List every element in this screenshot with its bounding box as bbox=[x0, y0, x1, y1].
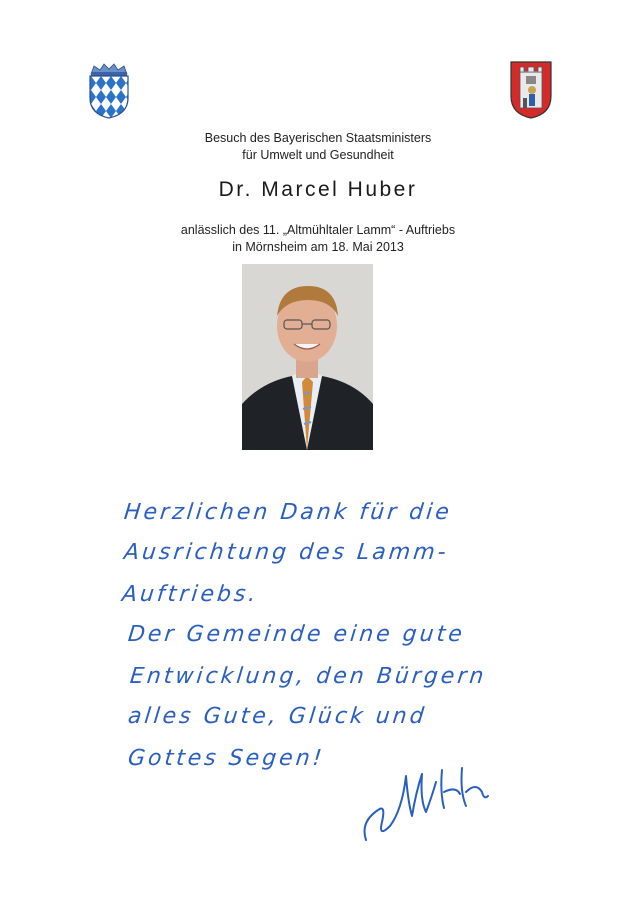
handwritten-signature bbox=[356, 752, 496, 852]
handwritten-line: Ausrichtung des Lamm- bbox=[122, 540, 450, 565]
handwritten-line: Herzlichen Dank für die bbox=[122, 500, 454, 525]
handwritten-line: Der Gemeinde eine gute bbox=[126, 622, 467, 647]
bavaria-coat-of-arms-icon bbox=[86, 62, 132, 120]
visit-heading-line-1: Besuch des Bayerischen Staatsministers bbox=[204, 131, 432, 145]
occasion-line-2: in Mörnsheim am 18. Mai 2013 bbox=[232, 240, 404, 254]
visit-heading-line-2: für Umwelt und Gesundheit bbox=[242, 148, 394, 162]
minister-name: Dr. Marcel Huber bbox=[218, 178, 418, 201]
handwritten-line: Auftriebs. bbox=[120, 582, 260, 607]
moernsheim-coat-of-arms-icon bbox=[508, 58, 554, 120]
handwritten-line: Entwicklung, den Bürgern bbox=[128, 664, 488, 689]
occasion-line-1: anlässlich des 11. „Altmühltaler Lamm“ - Auftriebs bbox=[180, 223, 456, 237]
portrait-photo bbox=[242, 264, 373, 450]
handwritten-line: Gottes Segen! bbox=[126, 746, 326, 771]
handwritten-line: alles Gute, Glück und bbox=[126, 704, 428, 729]
